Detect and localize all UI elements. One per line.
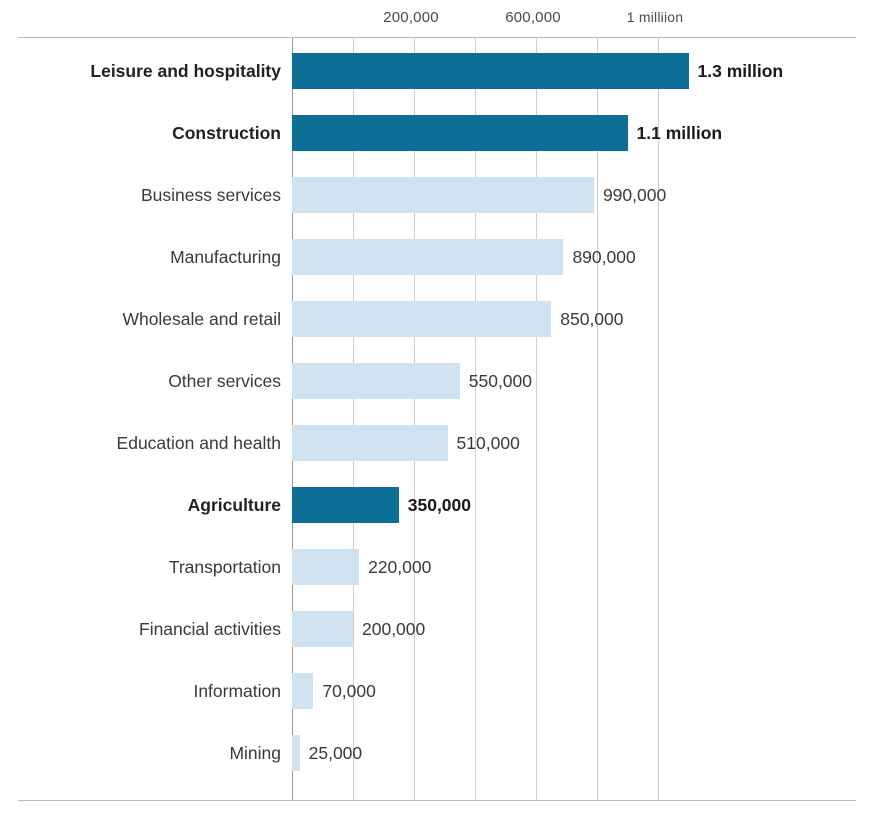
bar-value-label: 1.3 million	[697, 60, 784, 81]
bar-and-value	[292, 660, 376, 722]
bar-value-label: 25,000	[308, 742, 363, 763]
bar-value-label: 890,000	[572, 246, 636, 267]
bar-row	[0, 412, 892, 474]
bar-and-value	[292, 288, 624, 350]
bar-rows	[0, 38, 892, 800]
bar-category-label: Transportation	[168, 556, 281, 577]
bar	[292, 363, 460, 399]
bar-and-value	[292, 474, 471, 536]
bar-row	[0, 226, 892, 288]
bar-and-value	[292, 164, 666, 226]
bar-category-label: Business services	[140, 184, 281, 205]
bar-value-label: 220,000	[368, 556, 432, 577]
bar	[292, 239, 563, 275]
bar-value-label: 200,000	[362, 618, 426, 639]
bar-row	[0, 660, 892, 722]
bar-category-label: Manufacturing	[170, 246, 281, 267]
bar	[292, 549, 359, 585]
bar-row	[0, 288, 892, 350]
bar	[292, 673, 313, 709]
bar-value-label: 850,000	[560, 308, 624, 329]
bar-row	[0, 164, 892, 226]
bar	[292, 611, 353, 647]
bar-and-value	[292, 536, 431, 598]
bar-value-label: 550,000	[468, 370, 533, 391]
bar-value-label: 990,000	[602, 184, 667, 205]
bar-category-label: Leisure and hospitality	[90, 60, 281, 81]
bar-category-label: Other services	[168, 370, 281, 391]
bar-value-label: 70,000	[322, 680, 376, 701]
x-axis-tick-label: 1 milliion	[626, 9, 684, 25]
bar-row	[0, 350, 892, 412]
bar	[292, 487, 399, 523]
bar-and-value	[292, 40, 783, 102]
bar-category-label: Construction	[172, 122, 281, 143]
bar	[292, 301, 551, 337]
bar	[292, 53, 689, 89]
bar-row	[0, 598, 892, 660]
bar-value-label: 1.1 million	[636, 122, 723, 143]
bar-row	[0, 536, 892, 598]
bar-row	[0, 474, 892, 536]
bar-and-value	[292, 598, 425, 660]
bar-and-value	[292, 350, 532, 412]
x-axis-tick-label: 200,000	[383, 9, 439, 26]
bar-row	[0, 102, 892, 164]
bar-value-label: 510,000	[456, 432, 520, 453]
bar-value-label: 350,000	[407, 494, 472, 515]
bar-row	[0, 722, 892, 784]
x-axis-tick-label: 600,000	[505, 9, 561, 26]
bar-and-value	[292, 102, 722, 164]
bar-and-value	[292, 226, 636, 288]
x-axis-tick-labels	[0, 9, 892, 31]
bar	[292, 735, 300, 771]
bar-category-label: Information	[193, 680, 281, 701]
bar	[292, 177, 594, 213]
bar-row	[0, 40, 892, 102]
bar-and-value	[292, 722, 362, 784]
bar-category-label: Mining	[229, 742, 281, 763]
bar-category-label: Financial activities	[139, 618, 281, 639]
bar-category-label: Education and health	[116, 432, 281, 453]
bar-and-value	[292, 412, 520, 474]
bar-category-label: Agriculture	[187, 494, 281, 515]
bar-category-label: Wholesale and retail	[122, 308, 281, 329]
chart-bottom-rule	[18, 800, 856, 801]
bar	[292, 115, 628, 151]
bar	[292, 425, 448, 461]
